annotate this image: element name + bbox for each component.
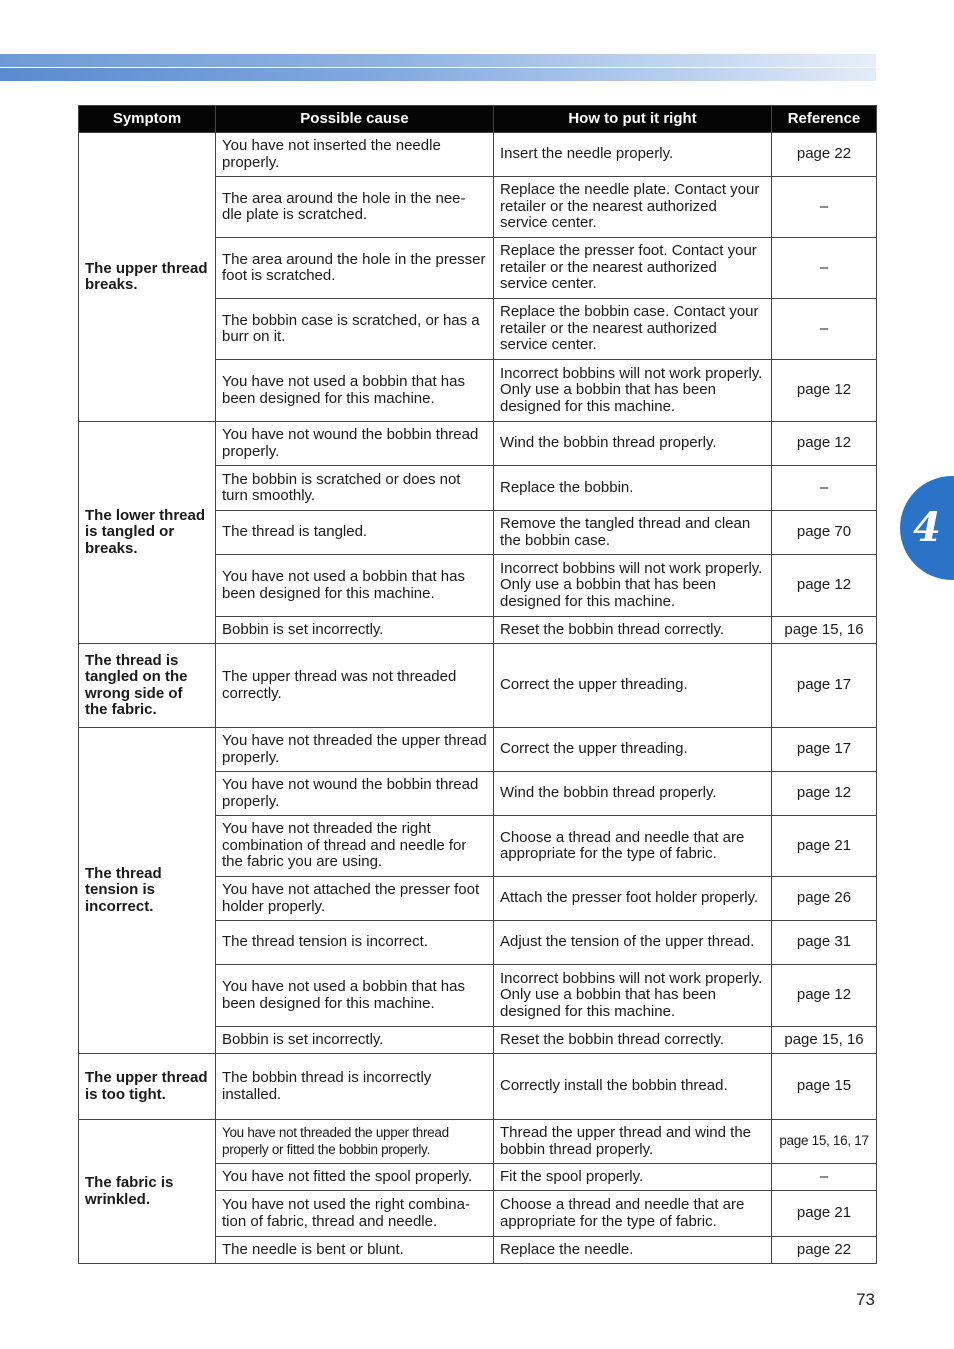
page-number: 73 — [856, 1290, 875, 1309]
reference-cell: page 15, 16, 17 — [772, 1120, 877, 1164]
reference-cell: page 17 — [772, 728, 877, 772]
fix-cell: Thread the upper thread and wind the bobbin thread properly. — [494, 1120, 772, 1164]
reference-cell: – — [772, 177, 877, 238]
cause-cell: The thread is tangled. — [216, 511, 494, 555]
reference-cell: page 21 — [772, 816, 877, 877]
cause-cell: The area around the hole in the presser foot is scratched. — [216, 238, 494, 299]
fix-cell: Incorrect bobbins will not work properly. Only use a bobbin that has been designed for this machine. — [494, 965, 772, 1027]
fix-cell: Replace the presser foot. Contact your retailer or the nearest authorized service center. — [494, 238, 772, 299]
symptom-thread-tangled-wrong-side: The thread is tangled on the wrong side of the fabric. — [79, 644, 216, 728]
symptom-upper-thread-too-tight: The upper thread is too tight. — [79, 1054, 216, 1120]
fix-cell: Wind the bobbin thread properly. — [494, 772, 772, 816]
header-band-lower — [0, 68, 876, 81]
cause-cell: You have not wound the bobbin thread properly. — [216, 422, 494, 466]
cause-cell: You have not used a bobbin that has been designed for this machine. — [216, 965, 494, 1027]
cause-cell: The needle is bent or blunt. — [216, 1237, 494, 1264]
cause-cell: The bobbin thread is incorrectly installed. — [216, 1054, 494, 1120]
symptom-lower-thread-tangled: The lower thread is tangled or breaks. — [79, 422, 216, 644]
reference-cell: page 70 — [772, 511, 877, 555]
cause-cell: You have not threaded the right combination of thread and needle for the fabric you are using. — [216, 816, 494, 877]
symptom-thread-tension-incorrect: The thread tension is incorrect. — [79, 728, 216, 1054]
reference-cell: page 12 — [772, 422, 877, 466]
reference-cell: – — [772, 466, 877, 511]
table-row — [79, 133, 877, 177]
chapter-tab — [900, 476, 954, 580]
fix-cell: Replace the bobbin case. Contact your retailer or the nearest authorized service center. — [494, 299, 772, 360]
fix-cell: Incorrect bobbins will not work properly. Only use a bobbin that has been designed for this machine. — [494, 360, 772, 422]
reference-cell: page 22 — [772, 133, 877, 177]
fix-cell: Wind the bobbin thread properly. — [494, 422, 772, 466]
symptom-fabric-wrinkled: The fabric is wrinkled. — [79, 1120, 216, 1264]
reference-cell: page 12 — [772, 965, 877, 1027]
fix-cell: Correct the upper threading. — [494, 728, 772, 772]
reference-cell: page 26 — [772, 877, 877, 921]
reference-cell: – — [772, 299, 877, 360]
chapter-number: 4 — [913, 504, 941, 551]
cause-cell: The thread tension is incorrect. — [216, 921, 494, 965]
reference-cell: page 22 — [772, 1237, 877, 1264]
table-header-row — [79, 106, 877, 133]
cause-cell: The upper thread was not threaded correctly. — [216, 644, 494, 728]
cause-cell: You have not used a bobbin that has been designed for this machine. — [216, 555, 494, 617]
table-row — [79, 728, 877, 772]
reference-cell: – — [772, 238, 877, 299]
fix-cell: Insert the needle properly. — [494, 133, 772, 177]
table-row — [79, 422, 877, 466]
fix-cell: Replace the needle. — [494, 1237, 772, 1264]
cause-cell: You have not threaded the upper thread properly. — [216, 728, 494, 772]
fix-cell: Replace the needle plate. Contact your retailer or the nearest authorized service center. — [494, 177, 772, 238]
cause-cell: The bobbin case is scratched, or has a burr on it. — [216, 299, 494, 360]
fix-cell: Incorrect bobbins will not work properly. Only use a bobbin that has been designed for this machine. — [494, 555, 772, 617]
reference-cell: page 12 — [772, 360, 877, 422]
reference-cell: page 12 — [772, 555, 877, 617]
cause-cell: You have not wound the bobbin thread properly. — [216, 772, 494, 816]
header-how-to-fix: How to put it right — [494, 106, 772, 133]
fix-cell: Fit the spool properly. — [494, 1164, 772, 1191]
cause-cell: You have not used a bobbin that has been designed for this machine. — [216, 360, 494, 422]
header-reference: Reference — [772, 106, 877, 133]
header-possible-cause: Possible cause — [216, 106, 494, 133]
header-symptom: Symptom — [79, 106, 216, 133]
fix-cell: Replace the bobbin. — [494, 466, 772, 511]
fix-cell: Adjust the tension of the upper thread. — [494, 921, 772, 965]
cause-cell: You have not threaded the upper thread properly or fitted the bobbin properly. — [216, 1120, 494, 1164]
fix-cell: Choose a thread and needle that are appropriate for the type of fabric. — [494, 816, 772, 877]
table-row — [79, 1120, 877, 1164]
cause-cell: Bobbin is set incorrectly. — [216, 1027, 494, 1054]
fix-cell: Correct the upper threading. — [494, 644, 772, 728]
reference-cell: page 15, 16 — [772, 617, 877, 644]
reference-cell: page 21 — [772, 1191, 877, 1237]
table-row — [79, 644, 877, 728]
reference-cell: page 15, 16 — [772, 1027, 877, 1054]
cause-cell: The bobbin is scratched or does not turn smoothly. — [216, 466, 494, 511]
reference-cell: page 15 — [772, 1054, 877, 1120]
header-band-upper — [0, 54, 876, 67]
fix-cell: Reset the bobbin thread correctly. — [494, 617, 772, 644]
fix-cell: Attach the presser foot holder properly. — [494, 877, 772, 921]
header-color-band — [0, 54, 876, 81]
cause-cell: You have not used the right combina- tion of fabric, thread and needle. — [216, 1191, 494, 1237]
fix-cell: Reset the bobbin thread correctly. — [494, 1027, 772, 1054]
table-row — [79, 1054, 877, 1120]
cause-cell: Bobbin is set incorrectly. — [216, 617, 494, 644]
reference-cell: page 17 — [772, 644, 877, 728]
symptom-upper-thread-breaks: The upper thread breaks. — [79, 133, 216, 422]
cause-cell: You have not attached the presser foot holder properly. — [216, 877, 494, 921]
cause-cell: You have not fitted the spool properly. — [216, 1164, 494, 1191]
reference-cell: – — [772, 1164, 877, 1191]
fix-cell: Remove the tangled thread and clean the bobbin case. — [494, 511, 772, 555]
fix-cell: Correctly install the bobbin thread. — [494, 1054, 772, 1120]
reference-cell: page 12 — [772, 772, 877, 816]
troubleshooting-table — [78, 105, 877, 1264]
cause-cell: The area around the hole in the nee- dle plate is scratched. — [216, 177, 494, 238]
reference-cell: page 31 — [772, 921, 877, 965]
cause-cell: You have not inserted the needle properly. — [216, 133, 494, 177]
fix-cell: Choose a thread and needle that are appropriate for the type of fabric. — [494, 1191, 772, 1237]
